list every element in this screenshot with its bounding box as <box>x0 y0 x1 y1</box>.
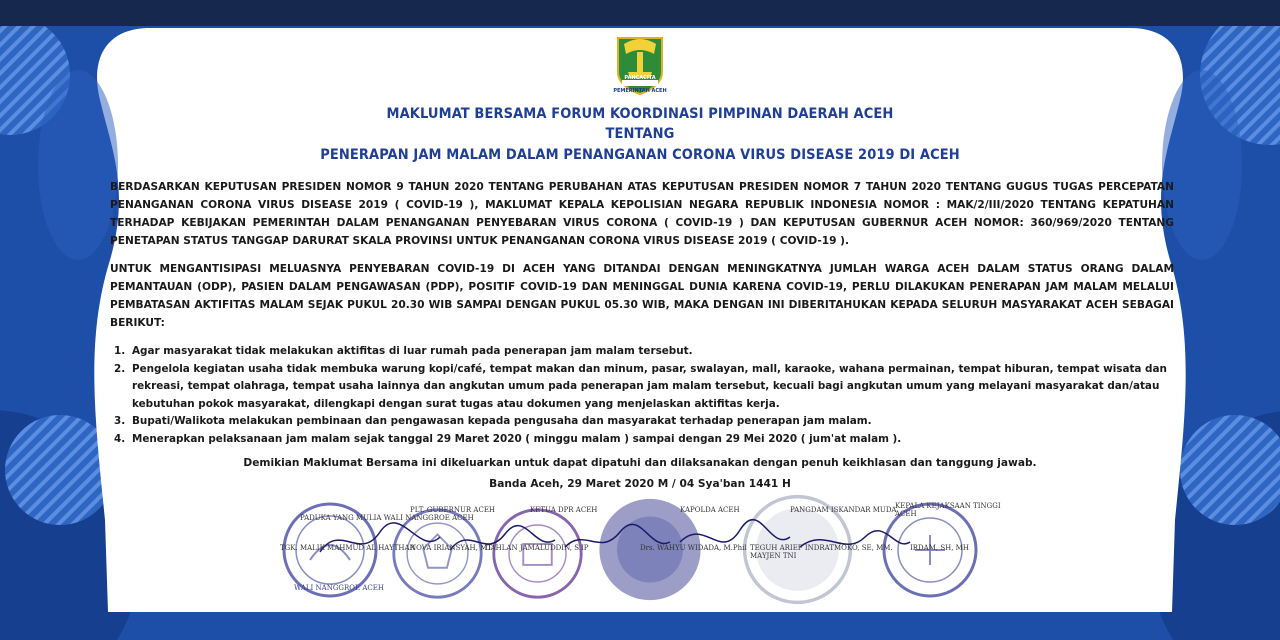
title-line-1: MAKLUMAT BERSAMA FORUM KOORDINASI PIMPINAN DAERAH ACEH <box>386 106 894 122</box>
signatory-name: IRDAM, SH, MH <box>910 544 969 552</box>
instructions-list <box>110 343 1176 448</box>
top-bar <box>0 0 1280 26</box>
signatory-role: PLT. GUBERNUR ACEH <box>410 506 496 514</box>
emblem-caption: PEMERINTAH ACEH <box>613 88 667 94</box>
emblem-name: PANCACITA <box>624 75 656 81</box>
signatory-name: NOVA IRIANSYAH, MT <box>410 544 492 552</box>
place-date: Banda Aceh, 29 Maret 2020 M / 04 Sya'ban 1441 H <box>489 478 791 490</box>
title-line-2: TENTANG <box>605 126 675 142</box>
signatory-role: PADUKA YANG MULIA WALI NANGGROE ACEH <box>300 514 474 522</box>
signatory-name: DAHLAN JAMALUDDIN, S.IP <box>485 544 589 552</box>
list-item: 1. Agar masyarakat tidak melakukan aktifitas di luar rumah pada penerapan jam malam tersebut. <box>114 345 693 357</box>
maklumat-document <box>100 30 1180 620</box>
signatory-role: KAPOLDA ACEH <box>680 506 740 514</box>
paragraph-legal-basis: BERDASARKAN KEPUTUSAN PRESIDEN NOMOR 9 TAHUN 2020 TENTANG PERUBAHAN ATAS KEPUTUSAN PRESIDEN NOMOR 7 TAHUN 2020 TENTANG GUGUS TUGAS PERCEPATAN PENANGANAN CORONA VIRUS DISEASE 2019 ( COVID-19 ), MAKLUMAT KEPALA KEPOLISIAN NEGARA REPUBLIK INDONESIA NOMOR : MAK/2/III/2020 TENTANG KEPATUHAN TERHADAP KEBIJAKAN PEMERINTAH DALAM PENANGANAN PENYEBARAN VIRUS CORONA ( COVID-19 ) DAN KEPUTUSAN GUBERNUR ACEH NOMOR: 360/969/2020 TENTANG PENETAPAN STATUS TANGGAP DARURAT SKALA PROVINSI UNTUK PENANGANAN CORONA VIRUS DISEASE 2019 ( COVID-19 ). <box>110 181 1174 247</box>
seal-text: WALI NANGGROE ACEH <box>294 584 384 592</box>
list-item: 2. Pengelola kegiatan usaha tidak membuka warung kopi/café, tempat makan dan minum, pasar, swalayan, mall, karaoke, wahana permainan, tempat hiburan, tempat wisata dan rekreasi, tempat olahraga, tempat usaha lainnya dan angkutan umum pada penerapan jam malam tersebut, kecuali bagi angkutan umum yang melayani masyarakat dan/atau kebutuhan pokok masyarakat, dilengkapi dengan surat tugas atau dokumen yang menjelaskan aktifitas kerja. <box>114 362 1167 410</box>
signatory-name: TEGUH ARIEF INDRATMOKO, SE, MM. MAYJEN TNI <box>750 544 893 560</box>
signatory-role: KETUA DPR ACEH <box>530 506 598 514</box>
title-line-3: PENERAPAN JAM MALAM DALAM PENANGANAN CORONA VIRUS DISEASE 2019 DI ACEH <box>320 147 960 163</box>
signatory-name: Drs. WAHYU WIDADA, M.Phil <box>640 544 747 552</box>
list-item: 3. Bupati/Walikota melakukan pembinaan dan pengawasan kepada pengusaha dan masyarakat terhadap penerapan jam malam. <box>114 415 872 427</box>
closing-statement: Demikian Maklumat Bersama ini dikeluarkan untuk dapat dipatuhi dan dilaksanakan dengan penuh keikhlasan dan tanggung jawab. <box>243 457 1037 469</box>
signatory-name: TGK. MALIK MAHMUD AL HAYTHAR <box>280 544 415 552</box>
paragraph-purpose: UNTUK MENGANTISIPASI MELUASNYA PENYEBARAN COVID-19 DI ACEH YANG DITANDAI DENGAN MENINGKATNYA JUMLAH WARGA ACEH DALAM STATUS ORANG DALAM PEMANTAUAN (ODP), PASIEN DALAM PENGAWASAN (PDP), POSITIF COVID-19 DAN MENINGGAL DUNIA KARENA COVID-19, PERLU DILAKUKAN PENERAPAN JAM MALAM MELALUI PEMBATASAN AKTIFITAS MALAM SEJAK PUKUL 20.30 WIB SAMPAI DENGAN PUKUL 05.30 WIB, MAKA DENGAN INI DIBERITAHUKAN KEPADA SELURUH MASYARAKAT ACEH SEBAGAI BERIKUT: <box>110 263 1174 329</box>
signatory-role: PANGDAM ISKANDAR MUDA <box>790 506 897 514</box>
signatory-role: KEPALA KEJAKSAAN TINGGI ACEH <box>895 502 1001 518</box>
signature-block <box>280 492 1000 612</box>
list-item: 4. Menerapkan pelaksanaan jam malam sejak tanggal 29 Maret 2020 ( minggu malam ) sampai dengan 29 Mei 2020 ( jum'at malam ). <box>114 432 902 445</box>
